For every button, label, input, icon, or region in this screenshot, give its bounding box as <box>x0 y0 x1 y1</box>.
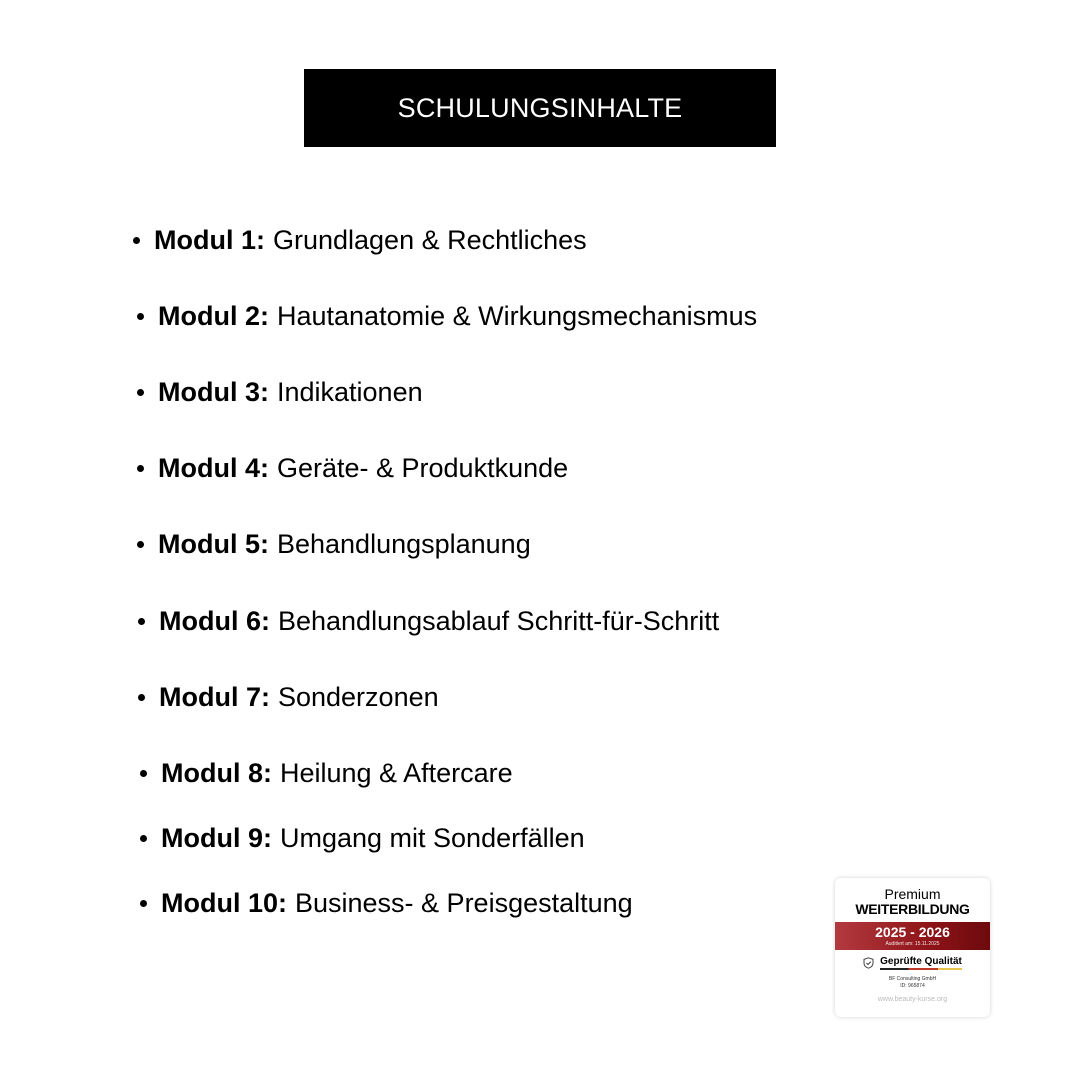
bullet-icon <box>137 541 144 548</box>
list-item <box>137 296 757 336</box>
bullet-icon <box>137 465 144 472</box>
module-label: Modul 6: <box>159 605 270 636</box>
list-item <box>140 883 633 923</box>
badge-company <box>835 976 990 990</box>
list-item <box>137 372 423 412</box>
module-label: Modul 8: <box>161 757 272 788</box>
module-label: Modul 3: <box>158 376 269 407</box>
module-text: Umgang mit Sonderfällen <box>279 822 585 853</box>
module-label: Modul 5: <box>158 528 269 559</box>
module-label: Modul 2: <box>158 300 269 331</box>
badge-quality-text: Geprüfte Qualität <box>880 956 962 970</box>
module-text: Heilung & Aftercare <box>279 757 513 788</box>
module-text: Behandlungsplanung <box>276 528 531 559</box>
list-item <box>133 220 587 260</box>
module-text: Geräte- & Produktkunde <box>276 452 569 483</box>
badge-quality-row <box>835 956 990 970</box>
badge-year-band <box>835 922 990 950</box>
bullet-icon <box>137 313 144 320</box>
bullet-icon <box>137 389 144 396</box>
quality-badge <box>835 878 990 1017</box>
bullet-icon <box>140 835 147 842</box>
module-label: Modul 9: <box>161 822 272 853</box>
module-label: Modul 1: <box>154 224 265 255</box>
module-text: Indikationen <box>276 376 423 407</box>
module-text: Hautanatomie & Wirkungsmechanismus <box>276 300 758 331</box>
module-text: Business- & Preisgestaltung <box>295 887 633 918</box>
bullet-icon <box>140 900 147 907</box>
bullet-icon <box>138 694 145 701</box>
badge-url: www.beauty-kurse.org <box>877 996 948 1003</box>
list-item <box>138 601 719 641</box>
list-item <box>138 677 439 717</box>
badge-audit-date: Auditiert am: 15.11.2025 <box>885 941 940 947</box>
badge-years: 2025 - 2026 <box>875 924 950 940</box>
list-item <box>140 753 513 793</box>
module-text: Sonderzonen <box>277 681 439 712</box>
list-item <box>140 818 585 858</box>
badge-id: ID: 965874 <box>900 983 925 989</box>
bullet-icon <box>138 618 145 625</box>
badge-weiterbildung: WEITERBILDUNG <box>855 901 970 917</box>
module-text: Grundlagen & Rechtliches <box>272 224 587 255</box>
module-text: Behandlungsablauf Schritt-für-Schritt <box>277 605 720 636</box>
list-item <box>137 524 531 564</box>
page-title: SCHULUNGSINHALTE <box>397 92 683 123</box>
list-item <box>137 448 568 488</box>
shield-check-icon <box>863 957 874 969</box>
bullet-icon <box>140 770 147 777</box>
module-label: Modul 7: <box>159 681 270 712</box>
badge-premium: Premium <box>884 886 941 902</box>
module-label: Modul 4: <box>158 452 269 483</box>
bullet-icon <box>133 237 140 244</box>
title-banner <box>304 69 776 147</box>
module-label: Modul 10: <box>161 887 287 918</box>
badge-company-name: BF Consulting GmbH <box>888 976 937 982</box>
